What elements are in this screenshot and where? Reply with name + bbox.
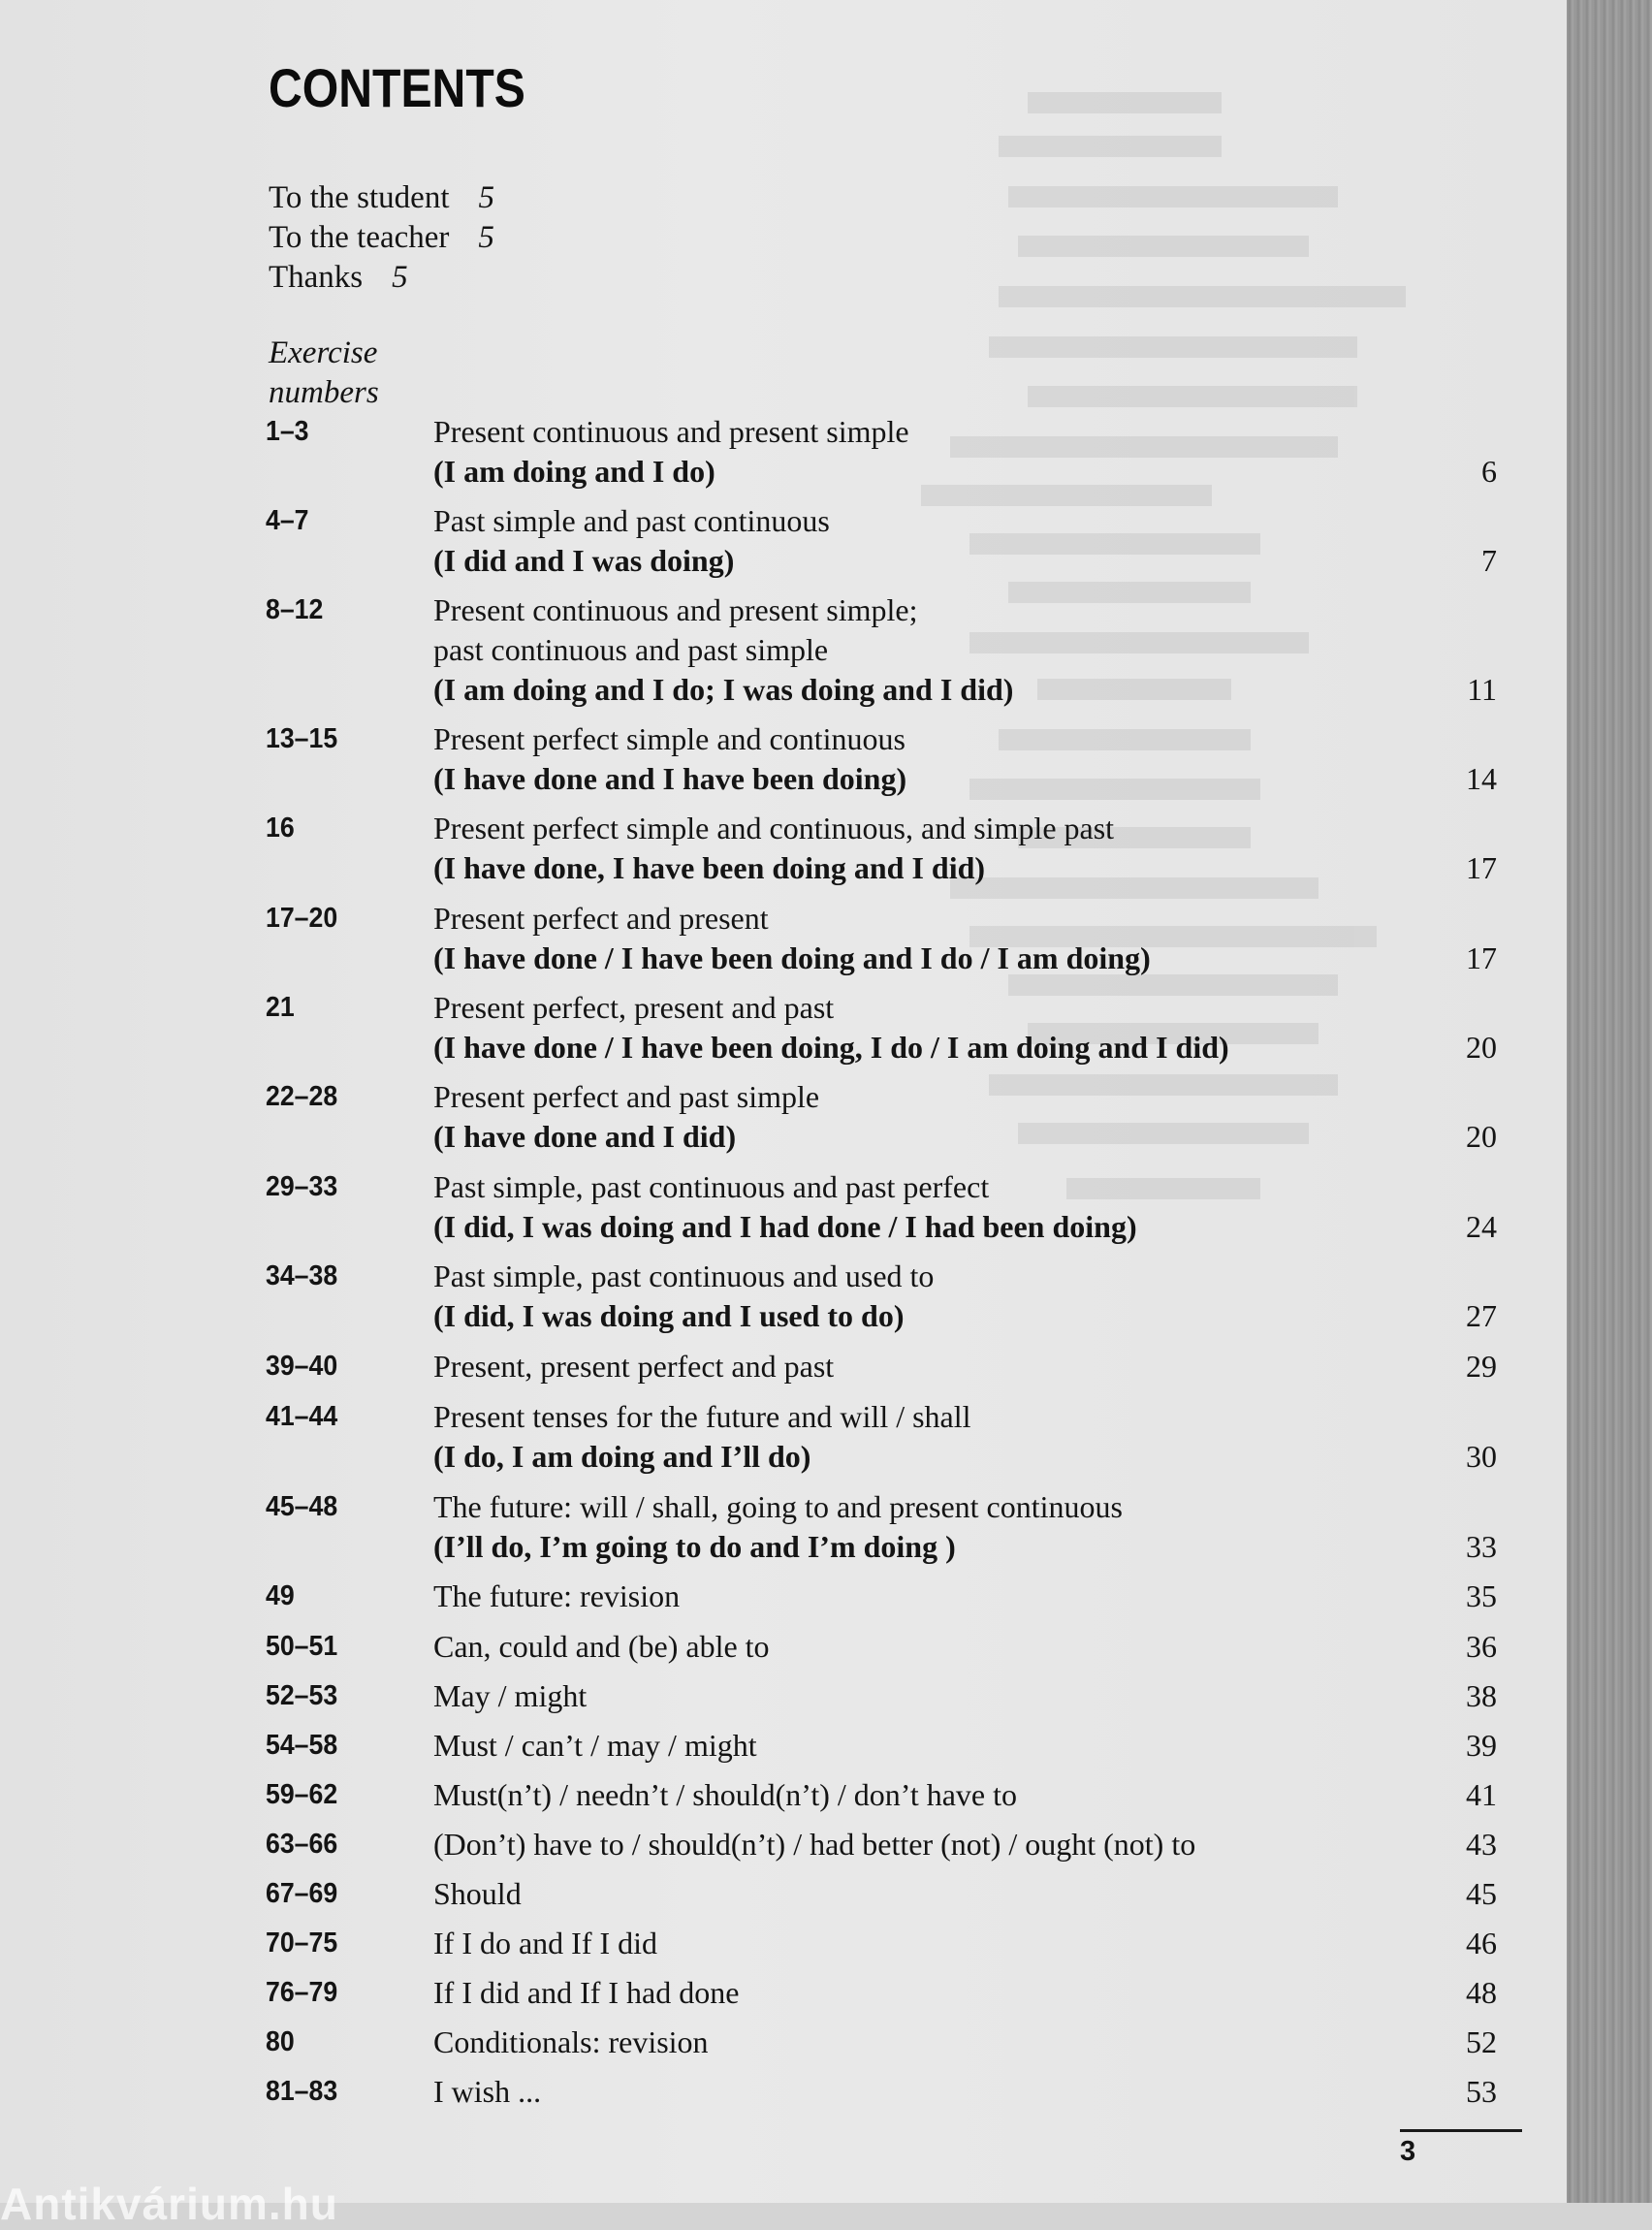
front-matter-page: 5	[478, 220, 494, 255]
front-matter-label: To the student	[269, 180, 450, 215]
exercise-number: 4–7	[266, 505, 309, 536]
entry-title-line: Should	[433, 1876, 522, 1911]
entry-title-line: Present perfect simple and continuous, and simple past	[433, 811, 1115, 845]
watermark: Antikvárium.hu	[0, 2179, 338, 2229]
entry-page-number: 52	[1466, 2024, 1497, 2059]
exercise-number: 54–58	[266, 1730, 338, 1761]
exercise-number: 59–62	[266, 1779, 338, 1810]
exercise-number: 16	[266, 812, 295, 844]
exercise-number: 13–15	[266, 723, 338, 754]
entry-page-number: 20	[1466, 1119, 1497, 1154]
entry-title	[433, 590, 1013, 710]
entry-title-line: (Don’t) have to / should(n’t) / had better (not) / ought (not) to	[433, 1827, 1196, 1862]
exercise-number: 52–53	[266, 1680, 338, 1711]
entry-page-number: 11	[1467, 672, 1497, 707]
entry-title-line: Must / can’t / may / might	[433, 1728, 757, 1763]
entry-title	[433, 1077, 819, 1157]
entry-page-number: 24	[1466, 1209, 1497, 1244]
entry-title	[433, 719, 906, 799]
entry-title	[433, 1775, 1017, 1815]
exercise-number: 21	[266, 992, 295, 1023]
entry-title	[433, 899, 1151, 978]
entry-subtitle: (I have done / I have been doing and I do / I am doing)	[433, 940, 1151, 975]
entry-title-line: Present perfect simple and continuous	[433, 721, 905, 756]
exercise-number: 34–38	[266, 1260, 338, 1291]
exercise-number: 76–79	[266, 1977, 338, 2008]
exercise-number: 80	[266, 2026, 295, 2057]
exercise-number: 50–51	[266, 1631, 338, 1662]
entry-title	[433, 1257, 934, 1336]
entry-title	[433, 809, 1114, 888]
entry-title-line: Must(n’t) / needn’t / should(n’t) / don’t have to	[433, 1777, 1018, 1812]
entry-title-line: Past simple, past continuous and used to	[433, 1258, 935, 1293]
page-number: 3	[1400, 2136, 1416, 2167]
entry-title	[433, 1577, 680, 1616]
entry-page-number: 6	[1481, 454, 1497, 489]
entry-title	[433, 412, 909, 492]
entry-page-number: 17	[1466, 940, 1497, 975]
entry-title	[433, 1347, 834, 1386]
entry-page-number: 39	[1466, 1728, 1497, 1763]
entry-subtitle: (I did and I was doing)	[433, 543, 735, 578]
entry-title-line: Present perfect and present	[433, 901, 769, 936]
entry-page-number: 27	[1466, 1298, 1497, 1333]
entry-page-number: 36	[1466, 1629, 1497, 1664]
entry-title	[433, 1973, 739, 2013]
entry-title-line: The future: will / shall, going to and present continuous	[433, 1489, 1123, 1524]
entry-title	[433, 2023, 709, 2062]
front-matter-label: Thanks	[269, 260, 364, 295]
entry-title	[433, 1676, 587, 1716]
front-matter-label: To the teacher	[269, 220, 450, 255]
entry-page-number: 43	[1466, 1827, 1497, 1862]
entry-subtitle: (I have done, I have been doing and I did)	[433, 850, 986, 885]
exercise-number: 81–83	[266, 2076, 338, 2107]
entry-title-line: Past simple and past continuous	[433, 503, 830, 538]
exercise-header-line: numbers	[269, 375, 379, 410]
entry-title	[433, 1726, 757, 1766]
entry-page-number: 35	[1466, 1578, 1497, 1613]
exercise-number: 63–66	[266, 1829, 338, 1860]
entry-title	[433, 1487, 1123, 1567]
entry-subtitle: (I did, I was doing and I used to do)	[433, 1298, 905, 1333]
entry-subtitle: (I did, I was doing and I had done / I had been doing)	[433, 1209, 1137, 1244]
entry-subtitle: (I have done and I did)	[433, 1119, 737, 1154]
exercise-number: 49	[266, 1580, 295, 1611]
entry-page-number: 33	[1466, 1529, 1497, 1564]
entry-page-number: 38	[1466, 1678, 1497, 1713]
exercise-number: 41–44	[266, 1401, 338, 1432]
entry-title	[433, 1874, 522, 1914]
page-edge	[1567, 0, 1652, 2203]
entry-title-line: Present, present perfect and past	[433, 1349, 835, 1384]
entry-title	[433, 2072, 541, 2112]
entry-page-number: 53	[1466, 2074, 1497, 2109]
entry-title	[433, 1924, 657, 1963]
exercise-number: 17–20	[266, 903, 338, 934]
entry-title-line: Present perfect and past simple	[433, 1079, 820, 1114]
entry-page-number: 17	[1466, 850, 1497, 885]
entry-title-line: Conditionals: revision	[433, 2024, 709, 2059]
entry-title	[433, 1167, 1137, 1247]
entry-page-number: 46	[1466, 1926, 1497, 1960]
entry-title-line: If I do and If I did	[433, 1926, 658, 1960]
entry-title-line: Present tenses for the future and will / shall	[433, 1399, 971, 1434]
entry-page-number: 30	[1466, 1439, 1497, 1474]
entry-subtitle: (I am doing and I do; I was doing and I did)	[433, 672, 1014, 707]
entry-subtitle: (I do, I am doing and I’ll do)	[433, 1439, 811, 1474]
exercise-number: 45–48	[266, 1491, 338, 1522]
entry-title-line: If I did and If I had done	[433, 1975, 740, 2010]
entry-title	[433, 1627, 770, 1667]
exercise-number: 22–28	[266, 1081, 338, 1112]
front-matter-page: 5	[478, 180, 494, 215]
folio-rule	[1400, 2129, 1522, 2132]
entry-page-number: 20	[1466, 1030, 1497, 1065]
entry-title-line: past continuous and past simple	[433, 632, 829, 667]
entry-title-line: May / might	[433, 1678, 588, 1713]
entry-title-line: I wish ...	[433, 2074, 542, 2109]
entry-title	[433, 1397, 971, 1477]
entry-title-line: Past simple, past continuous and past perfect	[433, 1169, 990, 1204]
entry-title-line: The future: revision	[433, 1578, 681, 1613]
entry-subtitle: (I am doing and I do)	[433, 454, 715, 489]
entry-title-line: Present continuous and present simple;	[433, 592, 918, 627]
exercise-number: 39–40	[266, 1351, 338, 1382]
exercise-number: 70–75	[266, 1927, 338, 1959]
entry-title-line: Can, could and (be) able to	[433, 1629, 770, 1664]
exercise-header-line: Exercise	[269, 335, 378, 370]
exercise-number: 29–33	[266, 1171, 338, 1202]
exercise-number: 8–12	[266, 594, 324, 625]
entry-title-line: Present continuous and present simple	[433, 414, 909, 449]
entry-title	[433, 501, 830, 581]
entry-page-number: 14	[1466, 761, 1497, 796]
entry-title-line: Present perfect, present and past	[433, 990, 835, 1025]
entry-page-number: 48	[1466, 1975, 1497, 2010]
entry-page-number: 41	[1466, 1777, 1497, 1812]
entry-page-number: 29	[1466, 1349, 1497, 1384]
entry-page-number: 45	[1466, 1876, 1497, 1911]
entry-subtitle: (I have done and I have been doing)	[433, 761, 907, 796]
entry-title	[433, 988, 1229, 1067]
entry-title	[433, 1825, 1195, 1864]
entry-page-number: 7	[1481, 543, 1497, 578]
front-matter-page: 5	[392, 260, 408, 295]
exercise-number: 67–69	[266, 1878, 338, 1909]
page-title: CONTENTS	[269, 57, 525, 118]
entry-subtitle: (I have done / I have been doing, I do / I am doing and I did)	[433, 1030, 1229, 1065]
entry-subtitle: (I’ll do, I’m going to do and I’m doing )	[433, 1529, 956, 1564]
exercise-number: 1–3	[266, 416, 309, 447]
